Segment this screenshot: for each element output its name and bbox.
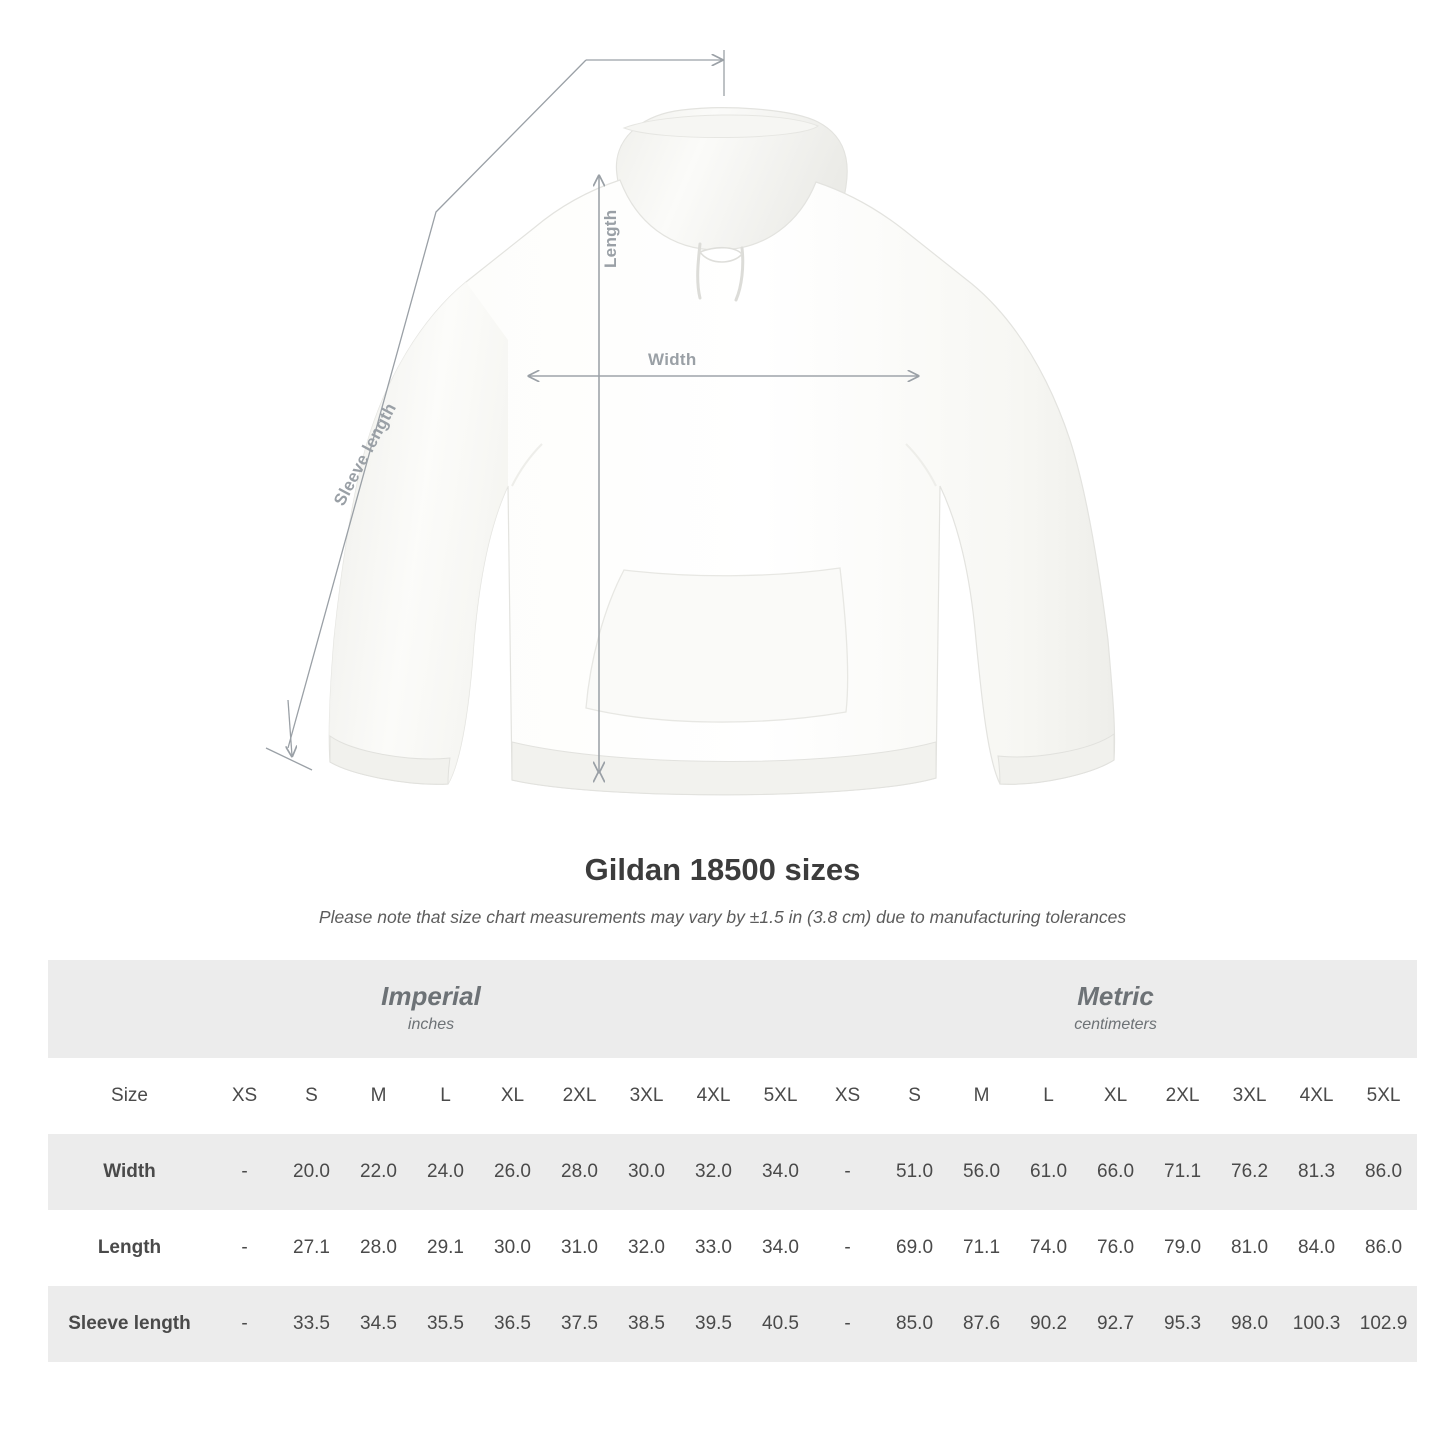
cell-length-metric-m: 71.1	[948, 1210, 1015, 1286]
cell-length-metric-5xl: 86.0	[1350, 1210, 1417, 1286]
cell-width-metric-4xl: 81.3	[1283, 1134, 1350, 1210]
header-size-imperial-l: L	[412, 1058, 479, 1134]
cell-sleeve-metric-3xl: 98.0	[1216, 1286, 1283, 1362]
cell-sleeve-metric-2xl: 95.3	[1149, 1286, 1216, 1362]
cell-sleeve-imperial-xl: 36.5	[479, 1286, 546, 1362]
cell-width-metric-xs: -	[814, 1134, 881, 1210]
cell-width-imperial-xl: 26.0	[479, 1134, 546, 1210]
cell-width-imperial-l: 24.0	[412, 1134, 479, 1210]
cell-width-metric-m: 56.0	[948, 1134, 1015, 1210]
cell-width-imperial-3xl: 30.0	[613, 1134, 680, 1210]
unit-header-row	[48, 960, 1417, 1058]
cell-length-imperial-xl: 30.0	[479, 1210, 546, 1286]
table-row	[48, 1286, 1417, 1362]
cell-width-metric-xl: 66.0	[1082, 1134, 1149, 1210]
header-size-label: Size	[48, 1058, 211, 1134]
header-size-metric-5xl: 5XL	[1350, 1058, 1417, 1134]
header-size-imperial-4xl: 4XL	[680, 1058, 747, 1134]
cell-length-imperial-5xl: 34.0	[747, 1210, 814, 1286]
cell-sleeve-imperial-5xl: 40.5	[747, 1286, 814, 1362]
cell-sleeve-imperial-s: 33.5	[278, 1286, 345, 1362]
cell-length-imperial-l: 29.1	[412, 1210, 479, 1286]
cell-width-imperial-m: 22.0	[345, 1134, 412, 1210]
label-width: Width	[648, 350, 697, 369]
cell-width-metric-5xl: 86.0	[1350, 1134, 1417, 1210]
header-size-metric-2xl: 2XL	[1149, 1058, 1216, 1134]
header-size-metric-s: S	[881, 1058, 948, 1134]
cell-width-imperial-s: 20.0	[278, 1134, 345, 1210]
header-size-metric-xs: XS	[814, 1058, 881, 1134]
row-label-length: Length	[48, 1210, 211, 1286]
cell-length-imperial-3xl: 32.0	[613, 1210, 680, 1286]
size-table-wrapper	[48, 960, 1408, 1362]
header-size-imperial-3xl: 3XL	[613, 1058, 680, 1134]
cell-sleeve-metric-4xl: 100.3	[1283, 1286, 1350, 1362]
header-size-metric-l: L	[1015, 1058, 1082, 1134]
cell-length-imperial-2xl: 31.0	[546, 1210, 613, 1286]
cell-sleeve-imperial-l: 35.5	[412, 1286, 479, 1362]
cell-length-imperial-xs: -	[211, 1210, 278, 1286]
hoodie-shape	[329, 108, 1114, 795]
header-size-imperial-xl: XL	[479, 1058, 546, 1134]
cell-width-metric-2xl: 71.1	[1149, 1134, 1216, 1210]
header-size-metric-3xl: 3XL	[1216, 1058, 1283, 1134]
cell-sleeve-imperial-2xl: 37.5	[546, 1286, 613, 1362]
unit-cell-imperial	[48, 960, 814, 1058]
header-size-imperial-5xl: 5XL	[747, 1058, 814, 1134]
cell-sleeve-metric-l: 90.2	[1015, 1286, 1082, 1362]
header-size-metric-4xl: 4XL	[1283, 1058, 1350, 1134]
size-table	[48, 960, 1417, 1362]
cell-length-metric-l: 74.0	[1015, 1210, 1082, 1286]
cell-length-metric-s: 69.0	[881, 1210, 948, 1286]
unit-name-metric: Metric	[1077, 980, 1154, 1011]
cell-length-metric-xs: -	[814, 1210, 881, 1286]
cell-width-imperial-2xl: 28.0	[546, 1134, 613, 1210]
cell-length-metric-2xl: 79.0	[1149, 1210, 1216, 1286]
row-label-sleeve-length: Sleeve length	[48, 1286, 211, 1362]
cell-sleeve-metric-m: 87.6	[948, 1286, 1015, 1362]
cell-length-metric-xl: 76.0	[1082, 1210, 1149, 1286]
page-title: Gildan 18500 sizes	[584, 852, 861, 887]
cell-width-imperial-5xl: 34.0	[747, 1134, 814, 1210]
cell-width-metric-l: 61.0	[1015, 1134, 1082, 1210]
label-length: Length	[601, 209, 620, 268]
cell-length-imperial-s: 27.1	[278, 1210, 345, 1286]
cell-sleeve-imperial-m: 34.5	[345, 1286, 412, 1362]
cell-width-metric-s: 51.0	[881, 1134, 948, 1210]
cell-width-imperial-xs: -	[211, 1134, 278, 1210]
table-row	[48, 1210, 1417, 1286]
size-header-row	[48, 1058, 1417, 1134]
cell-width-metric-3xl: 76.2	[1216, 1134, 1283, 1210]
header-size-metric-xl: XL	[1082, 1058, 1149, 1134]
table-row	[48, 1134, 1417, 1210]
unit-cell-metric	[814, 960, 1417, 1058]
cell-sleeve-metric-xl: 92.7	[1082, 1286, 1149, 1362]
label-sleeve-length: Sleeve length	[330, 399, 401, 509]
header-size-imperial-m: M	[345, 1058, 412, 1134]
header-size-metric-m: M	[948, 1058, 1015, 1134]
cell-sleeve-metric-xs: -	[814, 1286, 881, 1362]
cell-length-metric-3xl: 81.0	[1216, 1210, 1283, 1286]
header-size-imperial-xs: XS	[211, 1058, 278, 1134]
cell-sleeve-metric-5xl: 102.9	[1350, 1286, 1417, 1362]
cell-sleeve-imperial-4xl: 39.5	[680, 1286, 747, 1362]
cell-length-imperial-4xl: 33.0	[680, 1210, 747, 1286]
header-size-imperial-s: S	[278, 1058, 345, 1134]
cell-length-imperial-m: 28.0	[345, 1210, 412, 1286]
unit-sub-imperial: inches	[407, 1016, 455, 1034]
unit-sub-metric: centimeters	[1074, 1016, 1157, 1034]
cell-sleeve-imperial-xs: -	[211, 1286, 278, 1362]
cell-width-imperial-4xl: 32.0	[680, 1134, 747, 1210]
unit-name-imperial: Imperial	[381, 980, 481, 1011]
cell-sleeve-imperial-3xl: 38.5	[613, 1286, 680, 1362]
row-label-width: Width	[48, 1134, 211, 1210]
cell-length-metric-4xl: 84.0	[1283, 1210, 1350, 1286]
page-subtitle: Please note that size chart measurements may vary by ±1.5 in (3.8 cm) due to manufacturing tolerances	[318, 907, 1127, 927]
cell-sleeve-metric-s: 85.0	[881, 1286, 948, 1362]
header-size-imperial-2xl: 2XL	[546, 1058, 613, 1134]
